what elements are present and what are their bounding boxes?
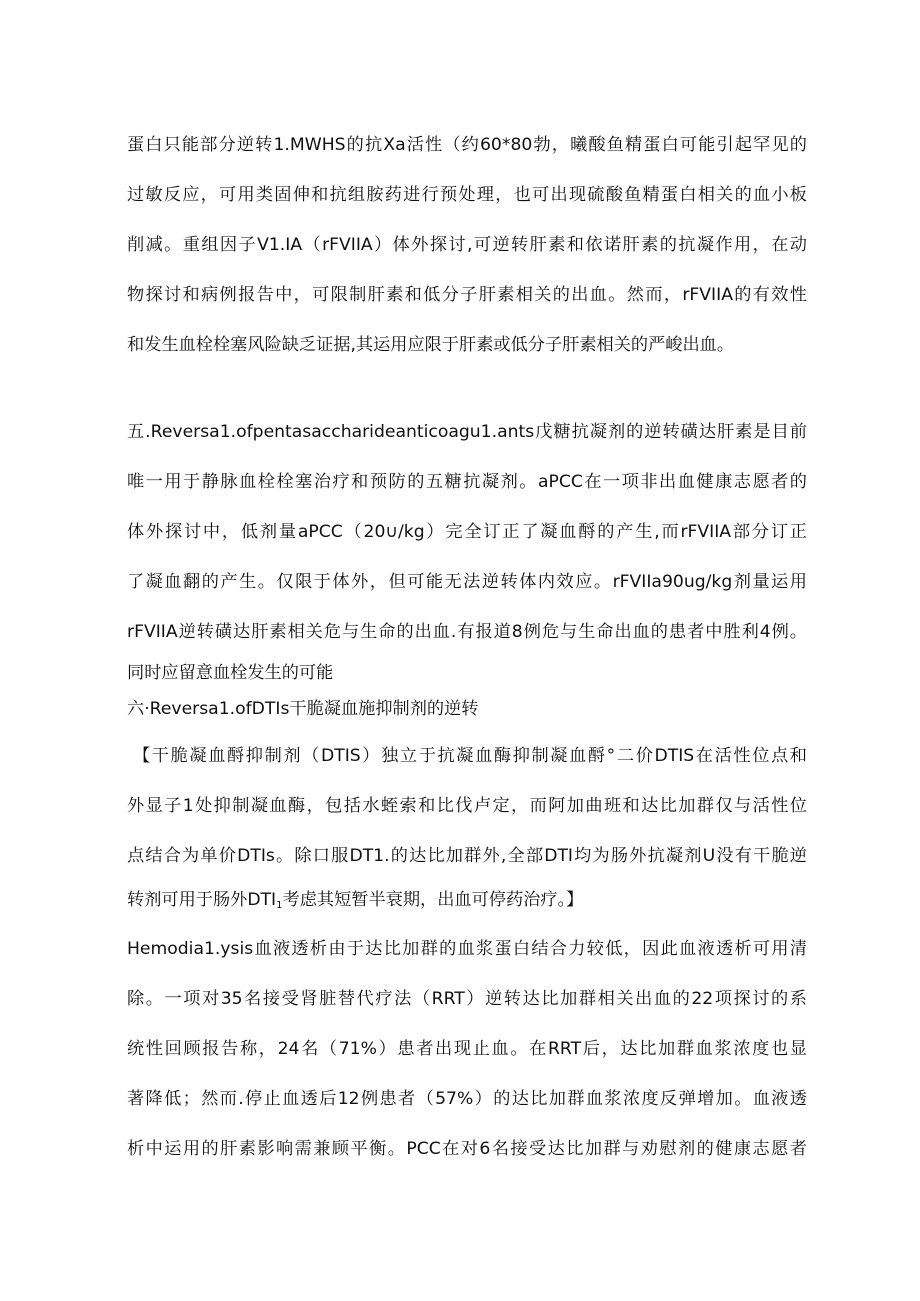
paragraph-3-line-4 [127,888,807,918]
paragraph-4-line-1: Hemodia1.ysis血液透析由于达比加群的血浆蛋白结合力较低，因此血液透析可用清 [127,939,807,959]
paragraph-2-line-6: 同时应留意血栓发生的可能 [127,663,334,683]
paragraph-3-line-4-text-b: 考虑其短暂半衰期，出血可停药治疗。】 [282,890,584,910]
paragraph-2-line-1: 五.Reversa1.ofpentasaccharideanticoagu1.ants戊糖抗凝剂的逆转磺达肝素是目前 [127,422,807,442]
paragraph-2-line-5: rFVIIA逆转磺达肝素相关危与生命的出血.有报道8例危与生命出血的患者中胜利4例。 [127,622,807,642]
paragraph-4-line-3: 统性回顾报告称，24名（71%）患者出现止血。在RRT后，达比加群血浆浓度也显 [127,1039,807,1059]
paragraph-4-line-2: 除。一项对35名接受肾脏替代疗法（RRT）逆转达比加群相关出血的22项探讨的系 [127,989,807,1009]
paragraph-3-line-1: 【干脆凝血酹抑制剂（DTIS）独立于抗凝血酶抑制凝血酹°二价DTIS在活性位点和 [133,746,807,766]
paragraph-1-line-2: 过敏反应，可用类固伸和抗组胺药进行预处理，也可出现硫酸鱼精蛋白相关的血小板 [127,185,807,205]
paragraph-3-line-3: 点结合为单价DTIs。除口服DT1.的达比加群外,全部DTI均为肠外抗凝剂U没有干脆逆 [127,846,807,866]
paragraph-4-line-5: 析中运用的肝素影响需兼顾平衡。PCC在对6名接受达比加群与劝慰剂的健康志愿者 [127,1139,807,1159]
paragraph-1-line-4: 物探讨和病例报告中，可限制肝素和低分子肝素相关的出血。然而，rFVIIA的有效性 [127,285,807,305]
paragraph-1-line-1: 蛋白只能部分逆转1.MWHS的抗Xa活性（约60*80勃，曦酸鱼精蛋白可能引起罕见的 [127,135,807,155]
paragraph-2-line-2: 唯一用于静脉血栓栓塞治疗和预防的五糖抗凝剂。aPCC在一项非出血健康志愿者的 [127,472,807,492]
paragraph-3-line-2: 外显子1处抑制凝血酶，包括水蛭索和比伐卢定，而阿加曲班和达比加群仅与活性位 [127,796,807,816]
section-heading-6: 六·Reversa1.ofDTIs干脆凝血施抑制剂的逆转 [127,699,479,719]
paragraph-2-line-3: 体外探讨中，低剂量aPCC（20∪/kg）完全订正了凝血酹的产生,而rFVIIA部分订正 [127,522,807,542]
paragraph-2-line-4: 了凝血翻的产生。仅限于体外，但可能无法逆转体内效应。rFVIIa90ug/kg剂量运用 [127,572,807,592]
paragraph-1-line-3: 削减。重组因子V1.IA（rFVIIA）体外探讨,可逆转肝素和依诺肝素的抗凝作用，在动 [127,235,807,255]
paragraph-1-line-5: 和发生血栓栓塞风险缺乏证据,其运用应限于肝素或低分子肝素相关的严峻出血。 [127,335,735,355]
subscript-mark: 1 [276,900,283,911]
paragraph-4-line-4: 著降低；然而.停止血透后12例患者（57%）的达比加群血浆浓度反弹增加。血液透 [127,1089,807,1109]
paragraph-3-line-4-text-a: 转剂可用于肠外DTI [127,890,277,910]
